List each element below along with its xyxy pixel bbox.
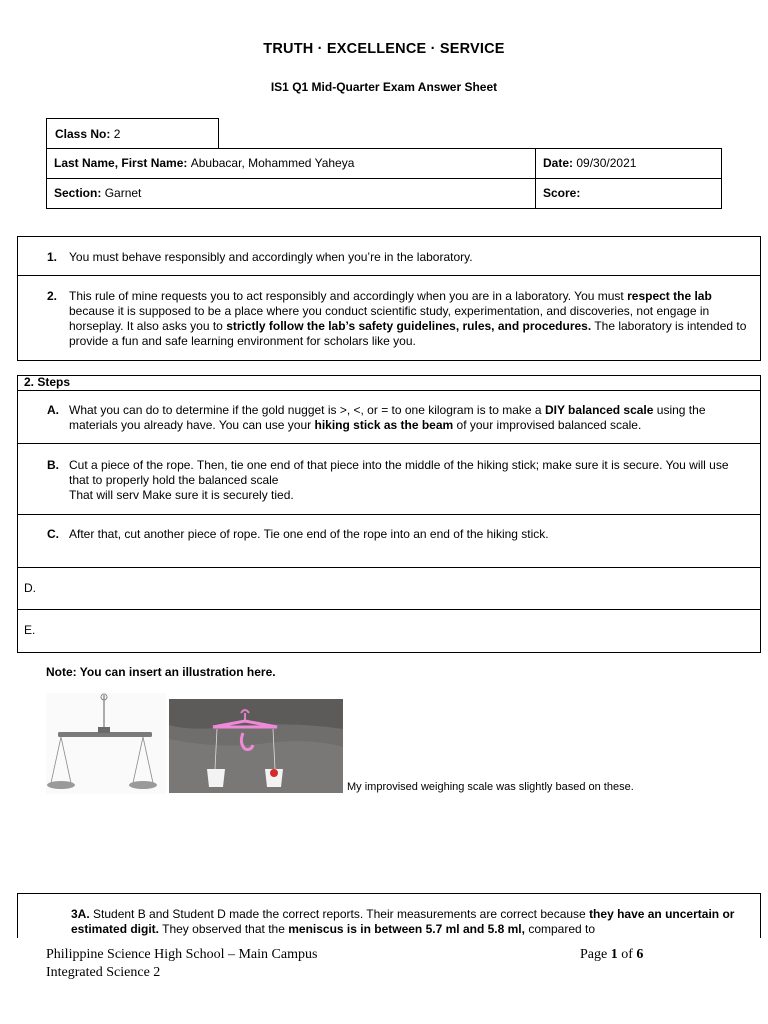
footer-school: Philippine Science High School – Main Campus <box>46 947 318 962</box>
rule-text <box>69 250 473 265</box>
steps-divider <box>17 609 761 610</box>
name-value: Abubacar, Mohammed Yaheya <box>190 156 355 170</box>
step-b <box>47 458 747 503</box>
class-no-cell <box>46 118 219 149</box>
rule-1 <box>47 250 747 265</box>
rules-divider <box>17 275 761 276</box>
date-cell <box>535 148 738 178</box>
page-number <box>580 947 643 963</box>
score-cell <box>535 178 738 208</box>
steps-divider <box>17 514 761 515</box>
text-segment: The laboratory is intended to provide a fun and safe learning environment for scholars like you. <box>69 319 747 348</box>
steps-divider <box>17 567 761 568</box>
class-no-label: Class No: <box>55 126 111 141</box>
text-segment: After that, cut another piece of rope. Tie one end of the rope into an end of the hiking stick. <box>69 527 549 541</box>
step-extra-text: That will serv Make sure it is securely tied. <box>69 488 294 502</box>
text-segment: of your improvised balanced scale. <box>453 418 642 432</box>
step-a <box>47 403 747 433</box>
steps-divider <box>17 390 761 391</box>
text-segment: compared to <box>524 922 596 936</box>
page-prefix: Page <box>580 947 611 962</box>
text-segment: What you can do to determine if the gold nugget is >, <, or = to one kilogram is to make a <box>69 403 545 417</box>
step-c <box>47 527 747 542</box>
text-segment: They observed that the <box>159 922 289 936</box>
answer-3a-text <box>71 907 751 937</box>
answer-3a-label: 3A. <box>71 907 90 921</box>
text-segment: Cut a piece of the rope. Then, tie one end of that piece into the middle of the hiking stick; make sure it is secure. You will use that to properly hold the balanced scale <box>69 458 729 487</box>
rule-number: 1. <box>47 250 58 264</box>
page-current: 1 <box>610 947 618 962</box>
page-mid: of <box>617 947 637 962</box>
bold-text-segment: meniscus is in between 5.7 ml and 5.8 ml, <box>288 922 525 936</box>
illustration-note: Note: You can insert an illustration here. <box>46 665 276 679</box>
bold-text-segment: hiking stick as the beam <box>314 418 454 432</box>
rule-number: 2. <box>47 289 58 303</box>
illustration-caption: My improvised weighing scale was slightly based on these. <box>347 781 634 793</box>
text-segment: Student B and Student D made the correct reports. Their measurements are correct because <box>89 907 590 921</box>
steps-title: 2. Steps <box>24 375 71 389</box>
step-text <box>69 458 729 487</box>
bold-text-segment: DIY balanced scale <box>544 403 654 417</box>
text-segment: using the materials you already have. You can use your <box>69 403 706 432</box>
class-no-value: 2 <box>113 126 121 141</box>
hanger-scale-icon <box>169 699 343 793</box>
section-cell <box>46 178 551 208</box>
section-value: Garnet <box>104 186 142 200</box>
step-d-letter: D. <box>24 581 36 595</box>
step-text <box>69 527 549 542</box>
school-motto: TRUTH · EXCELLENCE · SERVICE <box>263 41 505 57</box>
bold-text-segment: respect the lab <box>627 289 712 303</box>
balance-scale-icon <box>46 693 166 794</box>
page-total: 6 <box>636 947 644 962</box>
step-text <box>69 403 747 433</box>
answer-3a-body <box>71 907 734 936</box>
date-value: 09/30/2021 <box>576 156 637 170</box>
text-segment: because it is supposed to be a place where you conduct scientific study, experimentation, and discoveries, not engage in horseplay. It also asks you to <box>69 304 710 333</box>
answer-3a-box <box>17 893 761 938</box>
score-label: Score: <box>543 186 581 200</box>
improvised-scale-photo <box>169 699 343 793</box>
text-segment: This rule of mine requests you to act responsibly and accordingly when you are in a laboratory. You must <box>69 289 628 303</box>
step-letter: B. <box>47 458 59 472</box>
date-label: Date: <box>543 156 574 170</box>
footer-subject: Integrated Science 2 <box>46 965 161 980</box>
balance-scale-illustration <box>46 693 166 794</box>
rule-2 <box>47 289 747 349</box>
name-label: Last Name, First Name: <box>54 156 188 170</box>
steps-divider <box>17 443 761 444</box>
text-segment: You must behave responsibly and accordingly when you’re in the laboratory. <box>69 250 473 264</box>
bold-text-segment: strictly follow the lab’s safety guidelines, rules, and procedures. <box>226 319 592 333</box>
bold-text-segment: they have an uncertain or estimated digit. <box>71 907 735 936</box>
step-letter: A. <box>47 403 59 417</box>
name-cell <box>46 148 551 178</box>
step-e-letter: E. <box>24 623 36 637</box>
rule-text <box>69 289 747 349</box>
document-title: IS1 Q1 Mid-Quarter Exam Answer Sheet <box>270 80 498 94</box>
section-label: Section: <box>54 186 102 200</box>
step-letter: C. <box>47 527 59 541</box>
